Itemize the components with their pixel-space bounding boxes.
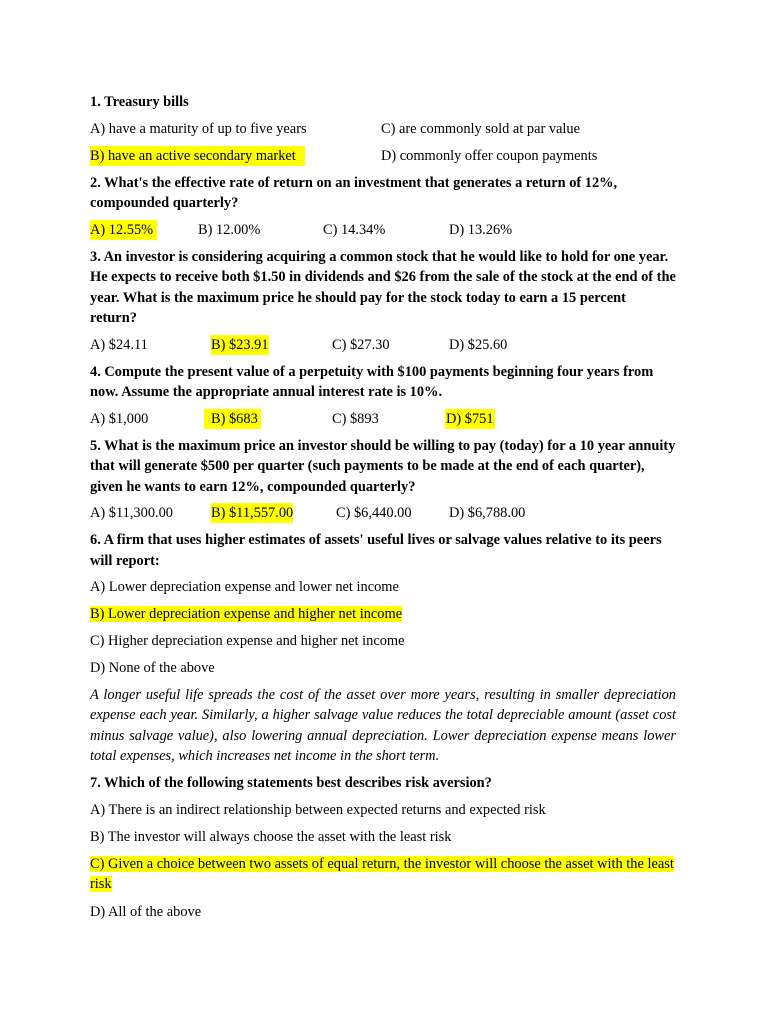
- option-7b: B) The investor will always choose the asset with the least risk: [90, 828, 452, 845]
- option-5c: C) $6,440.00: [336, 505, 412, 521]
- option-5b-highlighted: B) $11,557.00: [211, 505, 294, 521]
- options-row: [90, 119, 676, 139]
- option-6a: A) Lower depreciation expense and lower net income: [90, 579, 399, 595]
- option-6b-row: [90, 604, 676, 624]
- option-2a-highlighted: A) 12.55%: [90, 220, 157, 240]
- option-3a: A) $24.11: [90, 336, 148, 353]
- option-4a: A) $1,000: [90, 410, 149, 427]
- option-3d: D) $25.60: [449, 336, 508, 353]
- option-3b-highlighted: B) $23.91: [211, 336, 269, 353]
- option-1a: A) have a maturity of up to five years: [90, 120, 307, 137]
- option-2b: B) 12.00%: [198, 221, 261, 238]
- question-5: 5. What is the maximum price an investor should be willing to pay (today) for a 10 year annuity that will generate $500 per quarter (such payments to be made at the end of each quarter), given he wants to earn 12%, compounded quarterly?: [90, 437, 676, 495]
- question-1: 1. Treasury bills: [90, 94, 189, 110]
- option-7d: D) All of the above: [90, 903, 202, 920]
- option-7a: A) There is an indirect relationship between expected returns and expected risk: [90, 801, 546, 818]
- option-4c: C) $893: [332, 410, 379, 427]
- options-row: [90, 409, 676, 429]
- option-4b-highlighted: B) $683: [204, 409, 261, 429]
- question-3: 3. An investor is considering acquiring a common stock that he would like to hold for one year. He expects to receive both $1.50 in dividends and $26 from the sale of the stock at the end of the year. What is the maximum price he should pay for the stock today to earn a 15 percent return?: [90, 248, 676, 326]
- option-6d: D) None of the above: [90, 660, 215, 676]
- options-row: [90, 335, 676, 355]
- question-2: 2. What's the effective rate of return on an investment that generates a return of 12%, compounded quarterly?: [90, 174, 618, 211]
- option-4d-highlighted: D) $751: [446, 410, 494, 427]
- options-row: [90, 220, 676, 240]
- explanation-6: A longer useful life spreads the cost of the asset over more years, resulting in smaller depreciation expense each year. Similarly, a higher salvage value reduces the total depreciable amount (asset cost minus salvage value), also lowering annual depreciation. Lower depreciation expense means lower total expenses, which increases net income in the short term.: [90, 687, 676, 764]
- option-7c-highlighted: C) Given a choice between two assets of equal return, the investor will choose the asset with the least risk: [90, 855, 674, 893]
- option-6c: C) Higher depreciation expense and higher net income: [90, 633, 405, 649]
- question-6: 6. A firm that uses higher estimates of assets' useful lives or salvage values relative to its peers will report:: [90, 532, 662, 569]
- question-4: 4. Compute the present value of a perpetuity with $100 payments beginning four years from now. Assume the appropriate annual interest rate is 10%.: [90, 363, 654, 400]
- options-row: [90, 146, 676, 166]
- option-6b-highlighted: B) Lower depreciation expense and higher net income: [90, 606, 403, 622]
- option-1b-highlighted: B) have an active secondary market: [90, 146, 305, 166]
- option-5d: D) $6,788.00: [449, 505, 526, 521]
- option-1d: D) commonly offer coupon payments: [381, 147, 598, 164]
- option-5a: A) $11,300.00: [90, 505, 174, 521]
- quiz-content: [90, 92, 676, 929]
- option-2d: D) 13.26%: [449, 221, 513, 238]
- option-2c: C) 14.34%: [323, 221, 386, 238]
- options-row: [90, 503, 676, 523]
- option-3c: C) $27.30: [332, 336, 390, 353]
- option-7c-row: [90, 854, 676, 895]
- question-7: 7. Which of the following statements best describes risk aversion?: [90, 775, 492, 792]
- option-1c: C) are commonly sold at par value: [381, 120, 581, 137]
